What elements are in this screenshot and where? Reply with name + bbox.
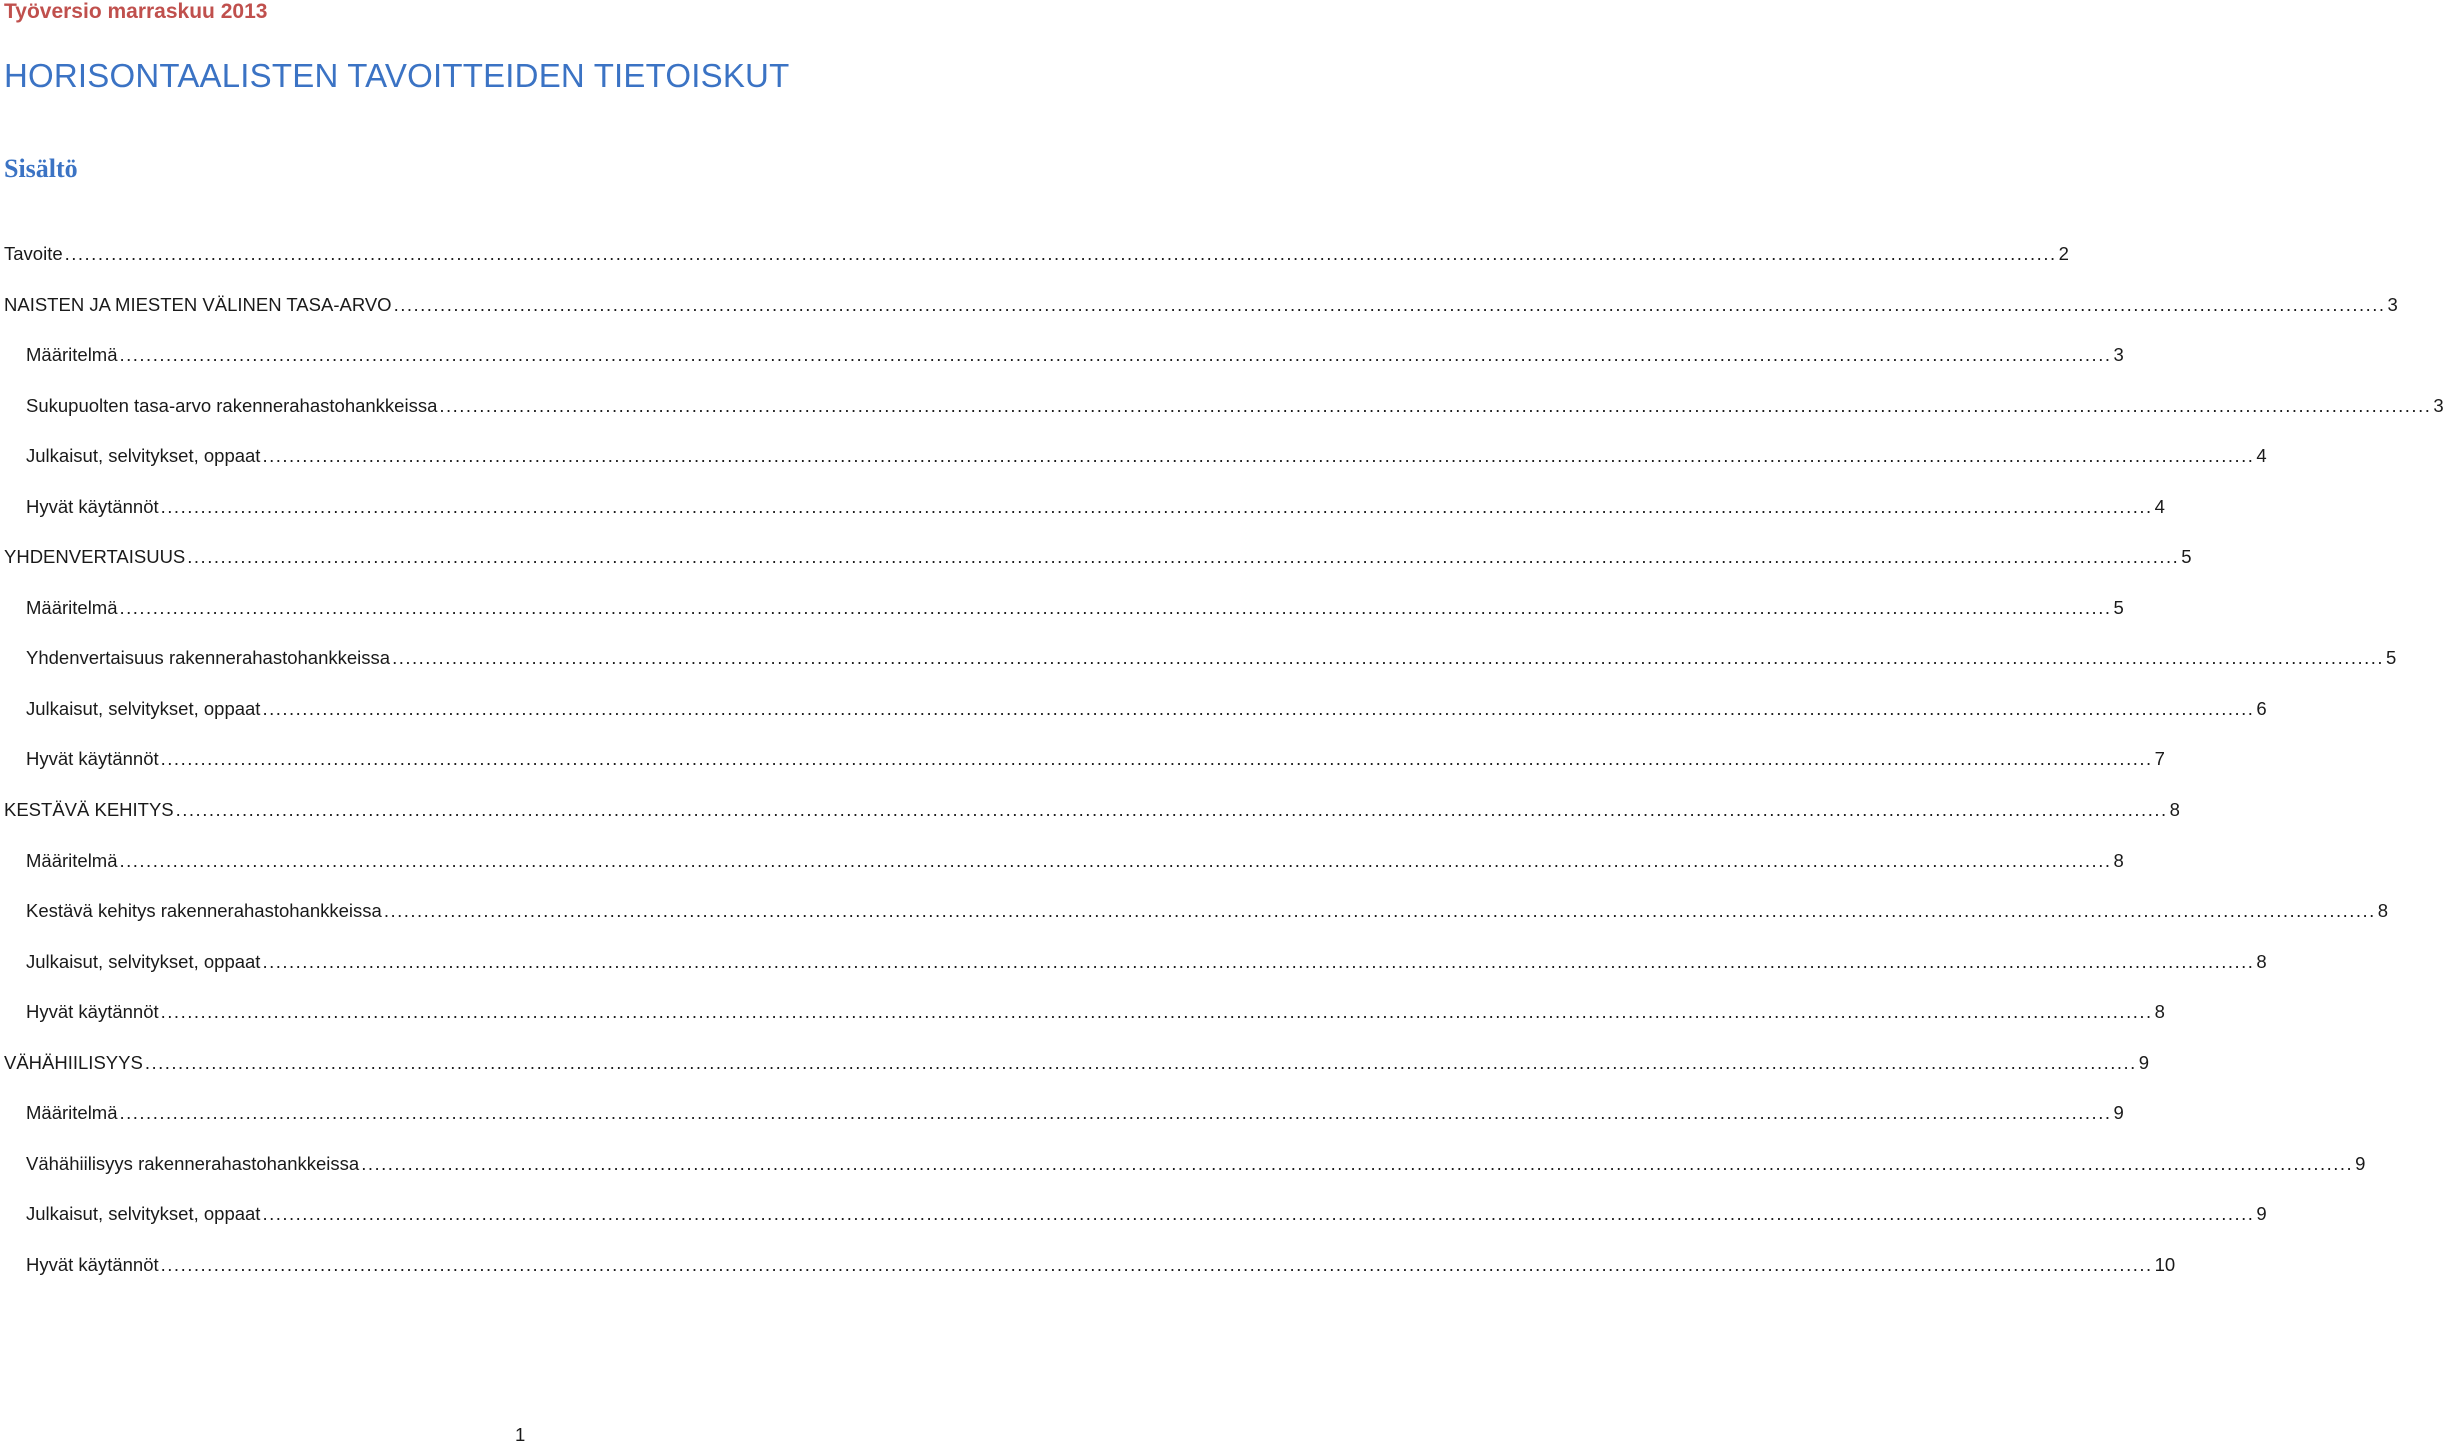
- toc-dot-leader: ............................................................................................................................................................................................................................................................................................................: [160, 1253, 2153, 1275]
- toc-dot-leader: ............................................................................................................................................................................................................................................................................................................: [262, 950, 2255, 972]
- toc-entry[interactable]: [0, 796, 2180, 847]
- toc-entry[interactable]: [0, 442, 2267, 493]
- toc-entry-page-number[interactable]: 8: [2113, 849, 2124, 871]
- toc-entry[interactable]: [0, 847, 2124, 898]
- toc-entry-page-number[interactable]: 4: [2154, 495, 2165, 517]
- toc-entry-label[interactable]: Yhdenvertaisuus rakennerahastohankkeissa: [26, 647, 391, 669]
- toc-entry-label[interactable]: Hyvät käytännöt: [26, 748, 159, 770]
- toc-dot-leader: ............................................................................................................................................................................................................................................................................................................: [175, 799, 2168, 821]
- toc-entry-page-number[interactable]: 9: [2256, 1203, 2267, 1225]
- toc-entry-label[interactable]: KESTÄVÄ KEHITYS: [4, 799, 174, 821]
- toc-entry[interactable]: [0, 291, 2398, 342]
- toc-dot-leader: ............................................................................................................................................................................................................................................................................................................: [393, 293, 2386, 315]
- toc-entry[interactable]: [0, 948, 2267, 999]
- toc-entry[interactable]: [0, 543, 2192, 594]
- toc-entry-label[interactable]: Hyvät käytännöt: [26, 1253, 159, 1275]
- toc-entry[interactable]: [0, 745, 2165, 796]
- page-number: 1: [515, 1424, 526, 1445]
- toc-entry-label[interactable]: Määritelmä: [26, 344, 118, 366]
- document-title: HORISONTAALISTEN TAVOITTEIDEN TIETOISKUT: [4, 57, 790, 94]
- toc-entry-label[interactable]: NAISTEN JA MIESTEN VÄLINEN TASA-ARVO: [4, 293, 392, 315]
- toc-entry-page-number[interactable]: 8: [2169, 799, 2180, 821]
- toc-entry[interactable]: [0, 1049, 2150, 1100]
- toc-entry-page-number[interactable]: 4: [2256, 445, 2267, 467]
- toc-entry-page-number[interactable]: 9: [2138, 1051, 2150, 1073]
- toc-dot-leader: ............................................................................................................................................................................................................................................................................................................: [187, 546, 2180, 568]
- toc-dot-leader: ............................................................................................................................................................................................................................................................................................................: [262, 1203, 2255, 1225]
- toc-dot-leader: ............................................................................................................................................................................................................................................................................................................: [119, 849, 2112, 871]
- toc-dot-leader: ............................................................................................................................................................................................................................................................................................................: [160, 748, 2153, 770]
- toc-entry-page-number[interactable]: 3: [2113, 344, 2124, 366]
- toc-entry-label[interactable]: Hyvät käytännöt: [26, 1001, 159, 1023]
- toc-entry-label[interactable]: Julkaisut, selvitykset, oppaat: [26, 1203, 261, 1225]
- toc-entry[interactable]: [0, 1200, 2267, 1251]
- toc-entry[interactable]: [0, 493, 2165, 544]
- toc-entry-label[interactable]: Julkaisut, selvitykset, oppaat: [26, 697, 261, 719]
- toc-dot-leader: ............................................................................................................................................................................................................................................................................................................: [361, 1152, 2354, 1174]
- toc-entry-page-number[interactable]: 7: [2154, 748, 2165, 770]
- toc-entry-page-number[interactable]: 2: [2058, 243, 2069, 264]
- toc-entry-label[interactable]: Kestävä kehitys rakennerahastohankkeissa: [26, 900, 382, 922]
- toc-entry[interactable]: [0, 644, 2397, 695]
- toc-entry-label[interactable]: Määritelmä: [26, 596, 118, 618]
- toc-entry-label[interactable]: Määritelmä: [26, 849, 118, 871]
- toc-entry-page-number[interactable]: 8: [2154, 1001, 2165, 1023]
- toc-entry-label[interactable]: VÄHÄHIILISYYS: [4, 1051, 143, 1073]
- toc-dot-leader: ............................................................................................................................................................................................................................................................................................................: [262, 445, 2255, 467]
- toc-dot-leader: ............................................................................................................................................................................................................................................................................................................: [262, 697, 2255, 719]
- toc-dot-leader: ............................................................................................................................................................................................................................................................................................................: [119, 596, 2112, 618]
- toc-entry[interactable]: [0, 1251, 2176, 1302]
- toc-entry-page-number[interactable]: 10: [2154, 1253, 2176, 1275]
- toc-dot-leader: ............................................................................................................................................................................................................................................................................................................: [439, 394, 2432, 416]
- toc-entry-label[interactable]: Julkaisut, selvitykset, oppaat: [26, 950, 261, 972]
- toc-entry-page-number[interactable]: 8: [2256, 950, 2267, 972]
- toc-dot-leader: ............................................................................................................................................................................................................................................................................................................: [144, 1051, 2137, 1073]
- toc-entry-label[interactable]: Julkaisut, selvitykset, oppaat: [26, 445, 261, 467]
- table-of-contents: [0, 240, 2444, 1301]
- toc-dot-leader: ............................................................................................................................................................................................................................................................................................................: [392, 647, 2385, 669]
- draft-version-label: Työversio marraskuu 2013: [4, 0, 268, 23]
- toc-entry[interactable]: [0, 392, 2444, 443]
- toc-entry-page-number[interactable]: 3: [2433, 394, 2444, 416]
- toc-entry-page-number[interactable]: 9: [2113, 1102, 2124, 1124]
- toc-entry-label[interactable]: Määritelmä: [26, 1102, 118, 1124]
- toc-entry[interactable]: [0, 594, 2124, 645]
- toc-heading: Sisältö: [4, 154, 78, 183]
- toc-entry-label[interactable]: Sukupuolten tasa-arvo rakennerahastohankkeissa: [26, 394, 438, 416]
- toc-entry[interactable]: [0, 1099, 2124, 1150]
- toc-dot-leader: ............................................................................................................................................................................................................................................................................................................: [383, 900, 2376, 922]
- toc-dot-leader: ............................................................................................................................................................................................................................................................................................................: [64, 243, 2057, 264]
- toc-entry[interactable]: [0, 998, 2165, 1049]
- toc-entry[interactable]: [0, 341, 2124, 392]
- toc-dot-leader: ............................................................................................................................................................................................................................................................................................................: [119, 1102, 2112, 1124]
- toc-entry-page-number[interactable]: 3: [2387, 293, 2398, 315]
- toc-entry[interactable]: [0, 1150, 2366, 1201]
- toc-entry-label[interactable]: YHDENVERTAISUUS: [4, 546, 186, 568]
- toc-entry-page-number[interactable]: 6: [2256, 697, 2267, 719]
- toc-entry-label[interactable]: Tavoite: [4, 243, 63, 264]
- toc-entry-page-number[interactable]: 9: [2355, 1152, 2366, 1174]
- toc-entry-page-number[interactable]: 8: [2377, 900, 2389, 922]
- toc-entry-page-number[interactable]: 5: [2181, 546, 2192, 568]
- toc-entry-label[interactable]: Hyvät käytännöt: [26, 495, 159, 517]
- toc-entry[interactable]: [0, 240, 2069, 291]
- toc-entry-page-number[interactable]: 5: [2113, 596, 2124, 618]
- toc-dot-leader: ............................................................................................................................................................................................................................................................................................................: [119, 344, 2112, 366]
- toc-entry[interactable]: [0, 897, 2389, 948]
- toc-entry-page-number[interactable]: 5: [2386, 647, 2397, 669]
- toc-entry[interactable]: [0, 695, 2267, 746]
- toc-entry-label[interactable]: Vähähiilisyys rakennerahastohankkeissa: [26, 1152, 360, 1174]
- toc-dot-leader: ............................................................................................................................................................................................................................................................................................................: [160, 1001, 2153, 1023]
- toc-dot-leader: ............................................................................................................................................................................................................................................................................................................: [160, 495, 2153, 517]
